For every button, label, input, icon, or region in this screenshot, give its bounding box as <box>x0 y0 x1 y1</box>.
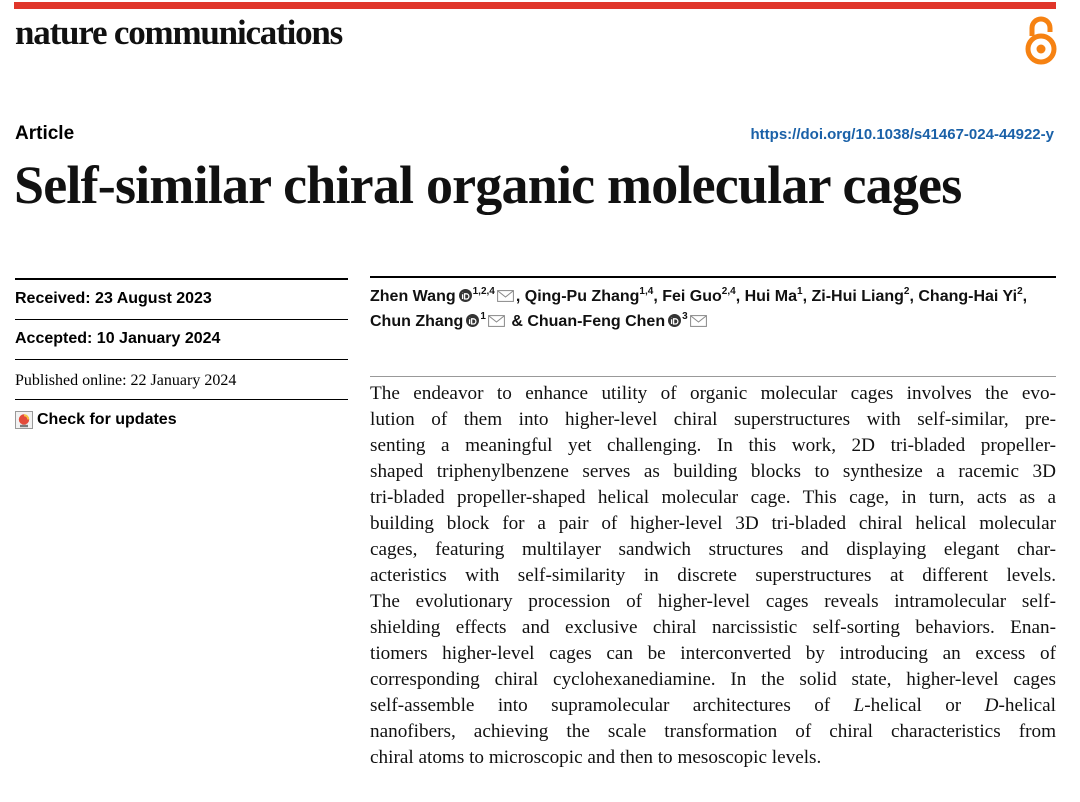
abstract-line: acteristics with self-similarity in discrete superstructures at different levels. <box>370 565 1056 586</box>
article-dates-panel <box>15 278 348 440</box>
abstract-paragraph <box>370 381 1056 771</box>
doi-link[interactable]: https://doi.org/10.1038/s41467-024-44922-y <box>750 126 1054 143</box>
author-affiliation: 1,4 <box>639 286 654 297</box>
author-separator: & <box>506 313 528 330</box>
author-name[interactable]: Qing-Pu Zhang <box>524 288 640 305</box>
check-for-updates-icon <box>15 411 33 429</box>
journal-name[interactable]: nature communications <box>15 13 343 52</box>
author-affiliation: 1 <box>480 311 486 322</box>
abstract-line: The evolutionary procession of higher-level cages reveals intramolecular self- <box>370 591 1056 612</box>
author <box>370 288 516 305</box>
author <box>527 313 708 330</box>
author-separator: , <box>802 288 812 305</box>
email-icon[interactable] <box>690 315 707 327</box>
accepted-date: Accepted: 10 January 2024 <box>15 320 348 360</box>
abstract-line: nanofibers, achieving the scale transformation of chiral characteristics from <box>370 721 1056 742</box>
author-affiliation: 2 <box>903 286 910 297</box>
abstract-line: shaped triphenylbenzene serves as building blocks to synthesize a racemic 3D <box>370 461 1056 482</box>
abstract-top-rule <box>370 376 1056 377</box>
author-name[interactable]: Zhen Wang <box>370 288 456 305</box>
article-type-label: Article <box>15 123 75 144</box>
abstract-line: chiral atoms to microscopic and then to mesoscopic levels. <box>370 747 822 768</box>
author <box>918 288 1022 305</box>
email-icon[interactable] <box>497 290 514 302</box>
author <box>370 313 507 330</box>
author-name[interactable]: Hui Ma <box>744 288 798 305</box>
abstract-line: senting a meaningful yet challenging. In this work, 2D tri-bladed propeller- <box>370 435 1056 456</box>
article-title: Self-similar chiral organic molecular cages <box>14 155 962 215</box>
author <box>745 288 803 305</box>
abstract-line: lution of them into higher-level chiral superstructures with self-similar, pre- <box>370 409 1056 430</box>
author-separator: , <box>1022 288 1028 305</box>
author <box>811 288 909 305</box>
check-for-updates-button[interactable] <box>15 400 348 440</box>
check-for-updates-label: Check for updates <box>37 411 177 428</box>
abstract-line: building block for a pair of higher-level 3D tri-bladed chiral helical molecular <box>370 513 1056 534</box>
abstract-line: cages, featuring multilayer sandwich structures and displaying elegant char- <box>370 539 1056 560</box>
abstract-line: corresponding chiral cyclohexanediamine. In the solid state, higher-level cages <box>370 669 1056 690</box>
abstract <box>370 381 1056 771</box>
author-name[interactable]: Zi-Hui Liang <box>811 288 904 305</box>
published-date: Published online: 22 January 2024 <box>15 360 348 400</box>
email-icon[interactable] <box>488 315 505 327</box>
abstract-line: The endeavor to enhance utility of organic molecular cages involves the evo- <box>370 383 1056 404</box>
author-list <box>370 284 1050 334</box>
author-separator: , <box>653 288 663 305</box>
received-date: Received: 23 August 2023 <box>15 280 348 320</box>
author-name[interactable]: Chun Zhang <box>370 313 464 330</box>
abstract-line: tiomers higher-level cages can be interconverted by introducing an excess of <box>370 643 1056 664</box>
orcid-icon[interactable] <box>466 314 479 327</box>
author-affiliation: 3 <box>682 311 688 322</box>
author-affiliation: 1 <box>797 286 803 297</box>
author-name[interactable]: Chuan-Feng Chen <box>527 313 666 330</box>
author-name[interactable]: Chang-Hai Yi <box>918 288 1018 305</box>
abstract-line: self-assemble into supramolecular architectures of L-helical or D-helical <box>370 695 1056 716</box>
author-name[interactable]: Fei Guo <box>662 288 722 305</box>
orcid-icon[interactable] <box>668 314 681 327</box>
author-separator: , <box>909 288 919 305</box>
authors-top-rule <box>370 276 1056 278</box>
open-access-icon <box>1024 14 1058 66</box>
orcid-icon[interactable] <box>459 289 472 302</box>
journal-accent-bar <box>14 2 1056 9</box>
abstract-line: shielding effects and exclusive chiral narcissistic self-sorting behaviors. Enan- <box>370 617 1056 638</box>
author-affiliation: 1,2,4 <box>472 286 495 297</box>
author-separator: , <box>515 288 525 305</box>
author-affiliation: 2 <box>1017 286 1023 297</box>
author-affiliation: 2,4 <box>721 286 736 297</box>
abstract-line: tri-bladed propeller-shaped helical molecular cage. This cage, in turn, acts as a <box>370 487 1056 508</box>
author-separator: , <box>735 288 745 305</box>
author <box>662 288 735 305</box>
author <box>525 288 654 305</box>
